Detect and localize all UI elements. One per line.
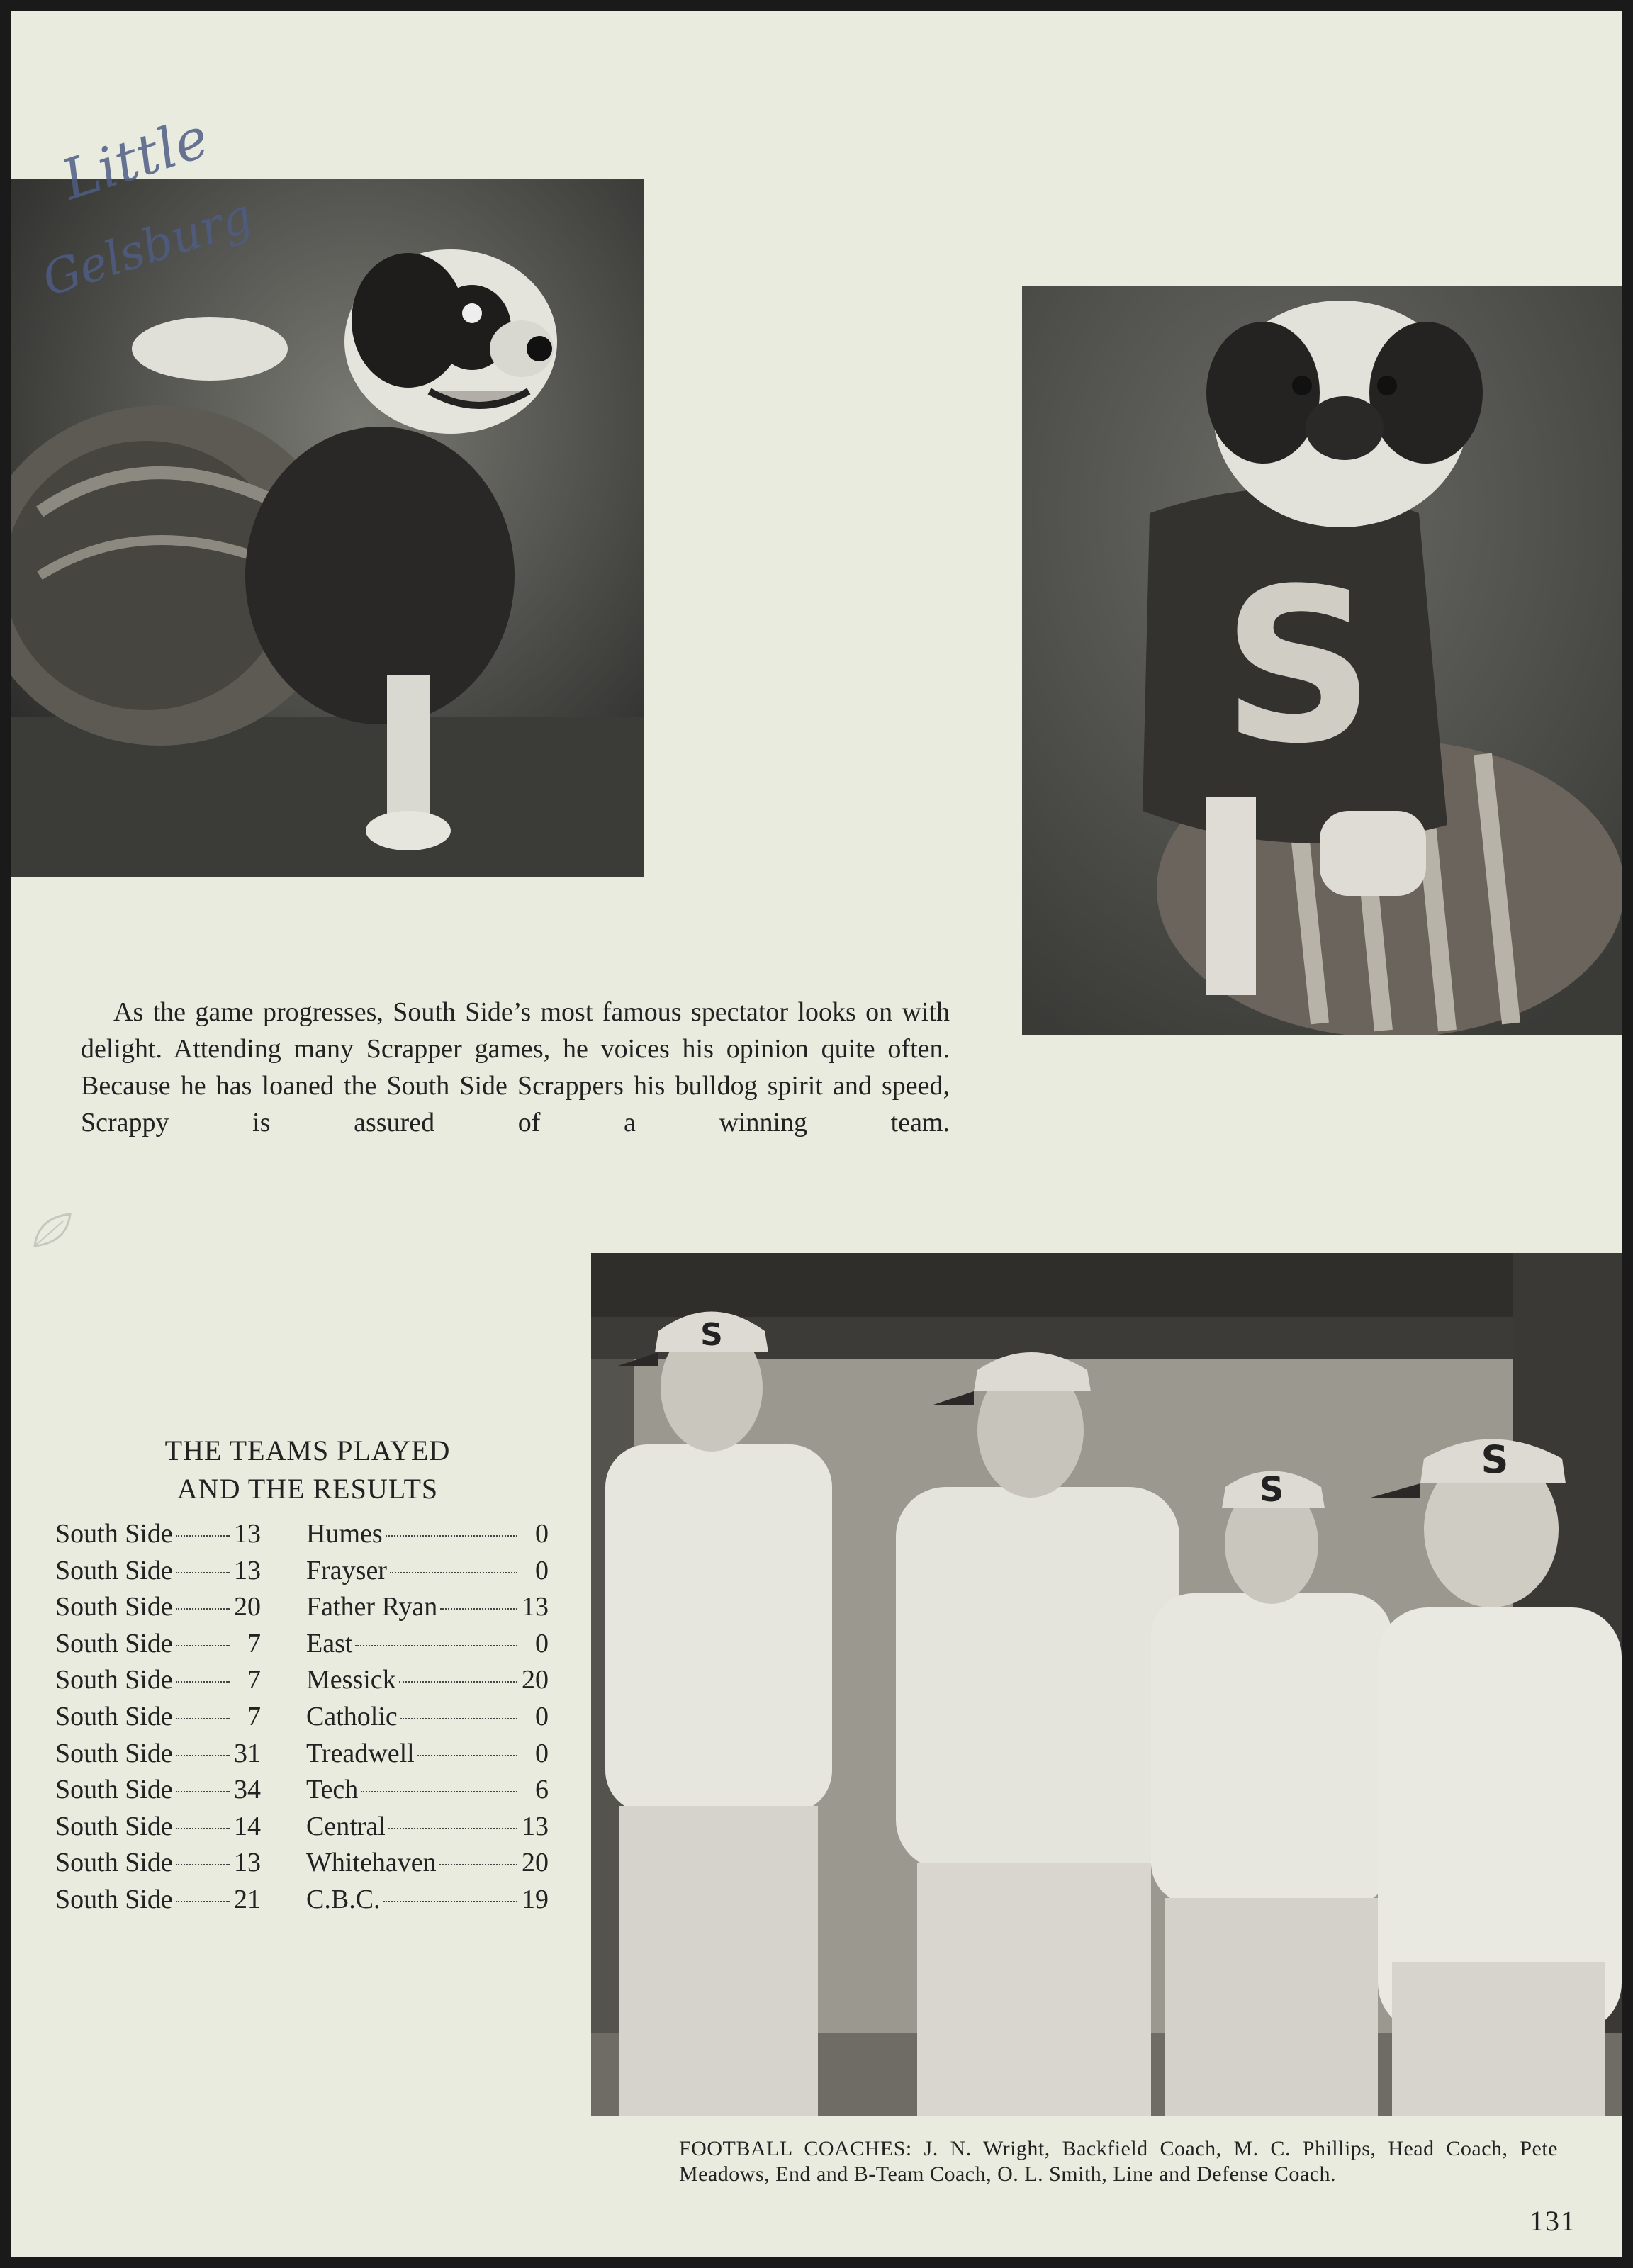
opponent-name: C.B.C.	[306, 1884, 381, 1914]
home-score: 20	[234, 1592, 261, 1622]
home-team-name: South Side	[55, 1519, 173, 1549]
home-team-name: South Side	[55, 1811, 173, 1841]
home-team-cell	[55, 1555, 261, 1586]
handwriting-line-1: Little	[54, 106, 217, 213]
home-score: 34	[234, 1775, 261, 1805]
home-team-cell	[55, 1664, 261, 1695]
opponent-cell	[306, 1774, 549, 1805]
jersey-letter: S	[1221, 543, 1376, 790]
dot-leader	[176, 1901, 230, 1902]
opponent-cell	[306, 1847, 549, 1878]
dot-leader	[386, 1535, 517, 1537]
results-table	[55, 1518, 566, 1921]
dot-leader	[176, 1645, 230, 1646]
opponent-name: Central	[306, 1811, 386, 1841]
home-team-cell	[55, 1738, 261, 1769]
opponent-name: Treadwell	[306, 1738, 415, 1768]
leaf-icon	[31, 1211, 74, 1250]
results-title-line-1: THE TEAMS PLAYED	[164, 1435, 451, 1466]
dot-leader	[399, 1681, 517, 1683]
dot-leader	[176, 1791, 230, 1792]
home-team-cell	[55, 1701, 261, 1732]
home-team-cell	[55, 1774, 261, 1805]
opponent-score: 0	[535, 1701, 549, 1731]
page-number: 131	[1530, 2205, 1576, 2237]
opponent-name: Catholic	[306, 1701, 398, 1731]
opponent-name: Whitehaven	[306, 1848, 437, 1878]
result-row	[55, 1518, 566, 1555]
results-title-line-2: AND THE RESULTS	[176, 1473, 439, 1505]
home-score: 14	[234, 1811, 261, 1841]
dot-leader	[440, 1608, 517, 1610]
home-team-name: South Side	[55, 1555, 173, 1585]
home-score: 7	[247, 1665, 261, 1695]
dot-leader	[176, 1608, 230, 1610]
home-team-cell	[55, 1884, 261, 1915]
home-team-cell	[55, 1518, 261, 1549]
home-team-name: South Side	[55, 1592, 173, 1622]
opponent-cell	[306, 1628, 549, 1659]
opponent-cell	[306, 1518, 549, 1549]
dot-leader	[400, 1718, 517, 1719]
home-score: 13	[234, 1848, 261, 1878]
home-team-name: South Side	[55, 1848, 173, 1878]
dot-leader	[439, 1864, 517, 1865]
home-team-name: South Side	[55, 1775, 173, 1805]
dot-leader	[176, 1828, 230, 1829]
opponent-score: 0	[535, 1738, 549, 1768]
football-coaches-photo	[591, 1253, 1622, 2116]
opponent-score: 20	[522, 1848, 549, 1878]
home-team-cell	[55, 1811, 261, 1842]
opponent-score: 0	[535, 1628, 549, 1658]
home-score: 7	[247, 1628, 261, 1658]
mascot-caption	[81, 994, 950, 1141]
dot-leader	[388, 1828, 517, 1829]
opponent-score: 6	[535, 1775, 549, 1805]
home-team-name: South Side	[55, 1701, 173, 1731]
opponent-name: Frayser	[306, 1555, 387, 1585]
dot-leader	[176, 1681, 230, 1683]
result-row	[55, 1847, 566, 1884]
dot-leader	[176, 1572, 230, 1573]
handwriting-line-2: Gelsburg	[35, 188, 259, 307]
dot-leader	[417, 1755, 517, 1756]
opponent-cell	[306, 1811, 549, 1842]
home-team-name: South Side	[55, 1738, 173, 1768]
dot-leader	[176, 1718, 230, 1719]
result-row	[55, 1555, 566, 1592]
result-row	[55, 1628, 566, 1665]
opponent-score: 19	[522, 1884, 549, 1914]
home-score: 13	[234, 1519, 261, 1549]
dot-leader	[361, 1791, 517, 1792]
home-team-cell	[55, 1591, 261, 1622]
opponent-score: 13	[522, 1811, 549, 1841]
dot-leader	[176, 1864, 230, 1865]
opponent-name: East	[306, 1628, 353, 1658]
dog-on-football-photo	[1022, 286, 1622, 1035]
opponent-cell	[306, 1738, 549, 1769]
result-row	[55, 1738, 566, 1775]
opponent-name: Tech	[306, 1775, 359, 1805]
opponent-cell	[306, 1591, 549, 1622]
yearbook-page	[11, 11, 1622, 2257]
result-row	[55, 1774, 566, 1811]
home-team-cell	[55, 1847, 261, 1878]
home-team-name: South Side	[55, 1628, 173, 1658]
dot-leader	[355, 1645, 517, 1646]
opponent-score: 0	[535, 1519, 549, 1549]
opponent-name: Messick	[306, 1665, 396, 1695]
opponent-cell	[306, 1555, 549, 1586]
opponent-score: 20	[522, 1665, 549, 1695]
coach-4-cap-letter: S	[1481, 1437, 1509, 1482]
home-score: 13	[234, 1555, 261, 1585]
home-team-name: South Side	[55, 1665, 173, 1695]
dot-leader	[176, 1755, 230, 1756]
home-team-cell	[55, 1628, 261, 1659]
opponent-cell	[306, 1701, 549, 1732]
home-score: 31	[234, 1738, 261, 1768]
result-row	[55, 1701, 566, 1738]
coach-3-cap-letter: S	[1259, 1470, 1284, 1510]
opponent-score: 13	[522, 1592, 549, 1622]
coaches-caption: FOOTBALL COACHES: J. N. Wright, Backfield Coach, M. C. Phillips, Head Coach, Pete Meadows, End and B-Team Coach, O. L. Smith, Line and Defense Coach.	[679, 2137, 1558, 2186]
home-score: 21	[234, 1884, 261, 1914]
result-row	[55, 1591, 566, 1628]
result-row	[55, 1664, 566, 1701]
mascot-caption-text: As the game progresses, South Side’s most famous spectator looks on with delight. Attending many Scrapper games, he voices his opinion quite often. Because he has loaned the South Side Scrappers his bulldog spirit and speed, Scrappy is assured of a winning team.	[81, 997, 950, 1138]
opponent-name: Humes	[306, 1519, 383, 1549]
coach-1-cap-letter: S	[700, 1317, 723, 1353]
opponent-cell	[306, 1884, 549, 1915]
dot-leader	[176, 1535, 230, 1537]
home-score: 7	[247, 1701, 261, 1731]
opponent-name: Father Ryan	[306, 1592, 438, 1622]
result-row	[55, 1811, 566, 1848]
dot-leader	[390, 1572, 517, 1573]
result-row	[55, 1884, 566, 1921]
home-team-name: South Side	[55, 1884, 173, 1914]
opponent-cell	[306, 1664, 549, 1695]
results-title	[60, 1432, 556, 1508]
opponent-score: 0	[535, 1555, 549, 1585]
dot-leader	[383, 1901, 517, 1902]
